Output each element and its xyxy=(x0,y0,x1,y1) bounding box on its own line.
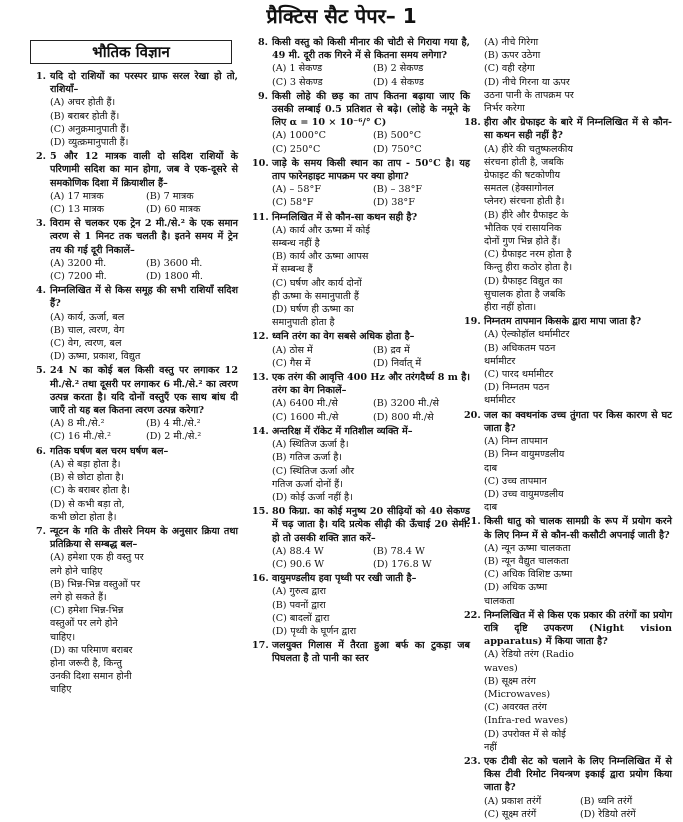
option-row xyxy=(484,568,672,581)
answer-option: (B) 2 सेकण्ड xyxy=(373,63,424,75)
question-number: 11. xyxy=(252,211,269,223)
question-head xyxy=(464,315,672,328)
option-row xyxy=(50,644,238,697)
question-head xyxy=(252,639,470,665)
question xyxy=(252,425,470,504)
answer-option: (B) न्यून वैद्युत चालकता xyxy=(484,555,569,567)
option-row xyxy=(50,136,238,149)
answer-option: (B) सूक्ष्म तरंग (Microwaves) xyxy=(484,675,551,700)
question-head xyxy=(30,150,238,190)
option-row xyxy=(484,36,672,49)
question-text: निम्नलिखित में से किस एक प्रकार की तरंगों का प्रयोग रात्रि दृष्टि उपकरण (Night vision apparatus) में किया जाता है? xyxy=(484,609,672,648)
answer-option: (B) चाल, त्वरण, वेग xyxy=(50,324,125,336)
option-row xyxy=(50,324,238,337)
option-list xyxy=(484,648,672,754)
question-text: किसी वस्तु को किसी मीनार की चोटी से गिराया गया है, 49 मी. दूरी तक गिरने में से कितना समय लगेगा? xyxy=(272,37,470,62)
question-number: 2. xyxy=(35,151,46,163)
question-head xyxy=(464,116,672,142)
answer-option: (D) उच्च वायुमण्डलीय दाब xyxy=(484,488,564,514)
question-text: यदि दो राशियों का परस्पर ग्राफ सरल रेखा हो तो, राशियाँ– xyxy=(50,71,238,96)
answer-option: (C) 250°C xyxy=(272,143,321,155)
answer-option: (B) 78.4 W xyxy=(373,545,425,557)
answer-option: (B) गतिज ऊर्जा है। xyxy=(272,452,343,464)
option-row xyxy=(50,578,238,604)
answer-option: (C) सूक्ष्म तरंगें xyxy=(484,808,537,820)
answer-option: (B) 4 मी./से.² xyxy=(146,418,201,430)
option-row xyxy=(50,110,238,123)
question xyxy=(464,36,672,115)
question xyxy=(464,609,672,754)
option-row xyxy=(50,551,238,577)
column-1 xyxy=(30,36,238,698)
option-list xyxy=(484,542,672,608)
question xyxy=(252,157,470,210)
question-number: 3. xyxy=(35,218,46,230)
option-row xyxy=(484,488,672,514)
answer-option: (B) पवनों द्वारा xyxy=(272,599,326,611)
answer-option: (A) कार्य और ऊष्मा में कोई सम्बन्ध नहीं है xyxy=(272,224,370,250)
answer-option: (A) 17 मात्रक xyxy=(50,190,104,202)
question-text: अन्तरिक्ष में रॉकेट में गतिशील व्यक्ति में– xyxy=(272,425,413,437)
option-list xyxy=(484,143,672,315)
option-row xyxy=(272,625,470,638)
option-list xyxy=(272,129,470,155)
answer-option: (C) 90.6 W xyxy=(272,558,325,570)
question-text: 5 और 12 मात्रक वाली दो सदिश राशियों के परिणामी सदिश का मान होगा, जब वे एक-दूसरे से समकोणिक दिशा में क्रियाशील हैं– xyxy=(50,151,238,189)
option-row xyxy=(272,411,470,424)
question-text: हीरा और ग्रेफाइट के बारे में निम्नलिखित में से कौन-सा कथन सही नहीं है? xyxy=(484,117,672,142)
option-list xyxy=(272,545,470,571)
question-list xyxy=(464,36,672,821)
column-3 xyxy=(464,36,672,822)
option-row xyxy=(272,129,470,142)
answer-option: (A) 6400 मी./से xyxy=(272,398,338,410)
question xyxy=(30,70,238,149)
question-text: जल का क्वथनांक उच्च तुंगता पर किस कारण से घट जाता है? xyxy=(484,409,672,434)
option-row xyxy=(484,808,672,821)
answer-option: (C) 3 सेकण्ड xyxy=(272,76,323,88)
answer-option: (A) 8 मी./से.² xyxy=(50,418,105,430)
question-head xyxy=(252,90,470,130)
question xyxy=(464,315,672,407)
answer-option: (A) रेडियो तरंग (Radio waves) xyxy=(484,649,574,674)
question-head xyxy=(30,217,238,257)
option-list xyxy=(484,795,672,821)
option-list xyxy=(50,257,238,283)
option-row xyxy=(484,209,672,249)
option-row xyxy=(50,498,238,524)
question-number: 9. xyxy=(257,90,268,102)
answer-option: (C) अवरक्त तरंग (Infra-red waves) xyxy=(484,702,568,727)
option-row xyxy=(484,542,672,555)
answer-option: (B) द्रव में xyxy=(373,344,410,356)
option-row xyxy=(272,76,470,89)
question-head xyxy=(464,755,672,795)
option-row xyxy=(484,581,672,607)
page-title: प्रैक्टिस सैट पेपर– 1 xyxy=(266,4,417,28)
option-row xyxy=(50,190,238,203)
option-row xyxy=(484,342,672,368)
answer-option: (B) हीरे और ग्रैफाइट के भौतिक एवं रासायनिक दोनों गुण भिन्न होते हैं। xyxy=(484,209,569,248)
option-row xyxy=(272,224,470,250)
question-text: जाड़े के समय किसी स्थान का ताप - 50°C है। यह ताप फारेनहाइट मापक्रम पर क्या होगा? xyxy=(272,157,470,183)
option-row xyxy=(484,675,672,701)
question-number: 6. xyxy=(35,445,46,457)
option-row xyxy=(484,795,672,808)
question-number: 22. xyxy=(464,609,481,621)
question-number: 10. xyxy=(252,157,269,169)
option-row xyxy=(272,183,470,196)
question-head xyxy=(30,525,238,551)
question xyxy=(30,284,238,363)
answer-option: (D) 800 मी./से xyxy=(373,411,434,423)
option-row xyxy=(50,430,238,443)
answer-option: (D) 60 मात्रक xyxy=(146,204,201,216)
option-list xyxy=(50,190,238,216)
question-head xyxy=(252,36,470,62)
option-row xyxy=(272,465,470,491)
answer-option: (A) से बड़ा होता है। xyxy=(50,458,121,470)
answer-option: (B) कार्य और ऊष्मा आपस में सम्बन्ध हैं xyxy=(272,251,369,276)
answer-option: (B) से छोटा होता है। xyxy=(50,472,125,484)
answer-option: (B) बराबर होती हैं। xyxy=(50,110,120,122)
option-row xyxy=(272,599,470,612)
question-head xyxy=(464,515,672,541)
answer-option: (B) ध्वनि तरंगें xyxy=(580,795,633,807)
question-text: ध्वनि तरंग का वेग सबसे अधिक होता है– xyxy=(272,331,415,343)
question-head xyxy=(30,445,238,458)
answer-option: (B) अधिकतम पठन थर्मामीटर xyxy=(484,342,556,367)
answer-option: (A) ऐल्कोहॉल थर्मामीटर xyxy=(484,329,570,341)
answer-option: (C) 16 मी./से.² xyxy=(50,431,112,443)
answer-option: (C) 1600 मी./से xyxy=(272,411,339,423)
option-list xyxy=(272,183,470,209)
option-list xyxy=(484,36,672,115)
option-row xyxy=(272,438,470,451)
answer-option: (C) घर्षण और कार्य दोनों ही ऊष्मा के समानुपाती हैं xyxy=(272,277,362,302)
option-row xyxy=(484,475,672,488)
question-text: 24 N का कोई बल किसी वस्तु पर लगाकर 12 मी./से.² तथा दूसरी पर लगाकर 6 मी./से.² का त्वरण उत्पन्न करता है। यदि दोनों वस्तुएँ एक साथ बांध दी जाएँ तो यह बल कितना त्वरण उत्पन्न करेगा? xyxy=(50,365,238,417)
question-number: 21. xyxy=(464,516,481,528)
option-row xyxy=(272,196,470,209)
option-row xyxy=(484,328,672,341)
question-number: 14. xyxy=(252,425,269,437)
question-head xyxy=(30,364,238,417)
question-text: निम्नलिखित में से किस समूह की सभी राशियाँ सदिश हैं? xyxy=(50,285,238,310)
option-row xyxy=(272,344,470,357)
question xyxy=(252,36,470,89)
option-row xyxy=(50,311,238,324)
answer-option: (D) पृथ्वी के घूर्णन द्वारा xyxy=(272,625,357,637)
answer-option: (C) बादलों द्वारा xyxy=(272,612,330,624)
question-head xyxy=(252,505,470,545)
question xyxy=(252,211,470,330)
option-row xyxy=(484,648,672,674)
answer-option: (D) ग्रैफाइट विद्युत का सुचालक होता है जबकि हीरा नहीं होता। xyxy=(484,275,566,314)
question-text: गतिक घर्षण बल चरम घर्षण बल– xyxy=(50,445,169,457)
question-text: किसी धातु को चालक सामग्री के रूप में प्रयोग करने के लिए निम्न में से कौन-सी कसौटी अपनाई जाती है? xyxy=(484,516,672,541)
option-row xyxy=(50,484,238,497)
question xyxy=(30,525,238,697)
answer-option: (B) 3600 मी. xyxy=(146,257,203,269)
answer-option: (A) 88.4 W xyxy=(272,545,324,557)
question-text: 80 किग्रा. का कोई मनुष्य 20 सीढ़ियों को 40 सेकण्ड में चढ़ जाता है। यदि प्रत्येक सीढ़ी की ऊँचाई 20 सेमी. हो तो उसकी शक्ति ज्ञात करें– xyxy=(272,506,470,544)
option-row xyxy=(50,604,238,644)
option-row xyxy=(484,368,672,381)
answer-option: (D) घर्षण ही ऊष्मा का समानुपाती होता है xyxy=(272,304,354,329)
answer-option: (C) हमेशा भिन्न-भिन्न वस्तुओं पर लगे होने चाहिए। xyxy=(50,605,124,643)
question-number: 5. xyxy=(35,365,46,377)
answer-option: (D) 750°C xyxy=(373,143,422,155)
answer-option: (A) 1 सेकण्ड xyxy=(272,63,323,75)
answer-option: (C) वही रहेगा xyxy=(484,63,535,75)
answer-option: (C) गैस में xyxy=(272,357,311,369)
answer-option: (C) अधिक विशिष्ट ऊष्मा xyxy=(484,569,573,581)
question xyxy=(252,505,470,571)
option-list xyxy=(484,435,672,514)
answer-option: (A) स्थितिज ऊर्जा है। xyxy=(272,439,349,451)
question-number: 13. xyxy=(252,372,269,384)
answer-option: (B) 3200 मी./से xyxy=(373,398,440,410)
answer-option: (C) उच्च तापमान xyxy=(484,475,547,487)
question-number: 23. xyxy=(464,755,481,767)
option-row xyxy=(50,471,238,484)
option-row xyxy=(50,123,238,136)
question xyxy=(252,90,470,156)
answer-option: (A) हमेशा एक ही वस्तु पर लगे होने चाहिए xyxy=(50,552,144,577)
question-text: वायुमण्डलीय हवा पृथ्वी पर रखी जाती है– xyxy=(272,573,417,585)
question xyxy=(30,217,238,283)
option-row xyxy=(272,545,470,558)
answer-option: (C) पारद थर्मामीटर xyxy=(484,369,554,381)
option-row xyxy=(272,277,470,303)
answer-option: (D) निम्नतम पठन थर्मामीटर xyxy=(484,382,550,407)
option-list xyxy=(272,438,470,504)
question-head xyxy=(464,409,672,435)
option-row xyxy=(50,458,238,471)
question-head xyxy=(252,330,470,343)
answer-option: (A) नीचे गिरेगा xyxy=(484,37,539,48)
answer-option: (D) का परिमाण बराबर होना जरूरी है, किन्तु उनकी दिशा समान होनी चाहिए xyxy=(50,644,133,696)
question xyxy=(30,445,238,524)
option-row xyxy=(50,96,238,109)
question-head xyxy=(252,572,470,585)
question xyxy=(464,515,672,607)
question-head xyxy=(252,371,470,397)
question xyxy=(464,755,672,821)
answer-option: (D) व्युत्क्रमानुपाती हैं। xyxy=(50,137,129,149)
answer-option: (C) अनुक्रमानुपाती हैं। xyxy=(50,123,130,135)
option-row xyxy=(272,62,470,75)
question xyxy=(464,409,672,515)
option-row xyxy=(484,381,672,407)
answer-option: (D) निर्वात् में xyxy=(373,357,422,369)
option-list xyxy=(272,397,470,423)
answer-option: (A) हीरे की चतुष्फलकीय संरचना होती है, जबकि ग्रेफाइट की षटकोणीय समतल (हेक्सागोनल प्लेनर) संरचना होती है। xyxy=(484,143,573,208)
answer-option: (D) से कभी बड़ा तो, कभी छोटा होता है। xyxy=(50,498,125,523)
option-list xyxy=(272,224,470,330)
question xyxy=(464,116,672,314)
question-number: 4. xyxy=(35,285,46,297)
answer-option: (B) ऊपर उठेगा xyxy=(484,50,541,62)
answer-option: (A) ठोस में xyxy=(272,344,313,356)
answer-option: (A) प्रकाश तरंगें xyxy=(484,795,542,807)
option-row xyxy=(272,303,470,329)
question xyxy=(252,639,470,665)
answer-option: (A) गुरुत्व द्वारा xyxy=(272,586,326,598)
option-list xyxy=(484,328,672,407)
option-row xyxy=(484,143,672,209)
question-text: निम्नतम तापमान किसके द्वारा मापा जाता है? xyxy=(484,316,642,328)
answer-option: (D) 1800 मी. xyxy=(146,271,203,283)
answer-option: (D) उपरोक्त में से कोई नहीं xyxy=(484,728,566,753)
answer-option: (D) कोई ऊर्जा नहीं है। xyxy=(272,491,353,503)
option-row xyxy=(272,357,470,370)
option-list xyxy=(272,585,470,638)
option-row xyxy=(50,270,238,283)
option-list xyxy=(272,62,470,88)
question-head xyxy=(30,70,238,96)
answer-option: (C) वेग, त्वरण, बल xyxy=(50,338,122,350)
option-row xyxy=(272,491,470,504)
option-row xyxy=(484,275,672,315)
option-row xyxy=(484,448,672,474)
answer-option: (B) – 38°F xyxy=(373,184,423,196)
answer-option: (B) 500°C xyxy=(373,130,422,142)
question xyxy=(30,364,238,443)
question-number: 19. xyxy=(464,316,481,328)
option-list xyxy=(50,417,238,443)
question-text: एक टीवी सेट को चलाने के लिए निम्नलिखित में से किस टीवी रिमोट नियन्त्रण इकाई द्वारा प्रयोग किया जाता है? xyxy=(484,755,672,794)
question-head xyxy=(464,609,672,649)
answer-option: (D) रेडियो तरंगें xyxy=(580,808,636,820)
question-head xyxy=(252,157,470,183)
option-row xyxy=(50,350,238,363)
option-row xyxy=(484,728,672,754)
answer-option: (D) 176.8 W xyxy=(373,558,432,570)
answer-option: (D) नीचे गिरना या ऊपर उठना पानी के तापक्रम पर निर्भर करेगा xyxy=(484,76,574,115)
question-text: निम्नलिखित में से कौन-सा कथन सही है? xyxy=(272,211,418,223)
option-row xyxy=(272,397,470,410)
option-list xyxy=(50,311,238,364)
question-number: 7. xyxy=(35,525,46,537)
answer-option: (D) ऊष्मा, प्रकाश, विद्युत xyxy=(50,351,141,363)
question-number: 12. xyxy=(252,331,269,343)
answer-option: (A) अचर होती हैं। xyxy=(50,97,116,109)
answer-option: (A) निम्न तापमान xyxy=(484,436,548,448)
option-row xyxy=(272,250,470,276)
option-list xyxy=(50,551,238,696)
question-number: 1. xyxy=(35,71,46,82)
option-row xyxy=(50,417,238,430)
answer-option: (B) निम्न वायुमण्डलीय दाब xyxy=(484,449,565,474)
answer-option: (D) 38°F xyxy=(373,197,415,209)
option-row xyxy=(50,257,238,270)
question-number: 20. xyxy=(464,409,481,421)
question-text: न्यूटन के गति के तीसरे नियम के अनुसार क्रिया तथा प्रतिक्रिया से सम्बद्ध बल– xyxy=(50,525,238,551)
answer-option: (C) के बराबर होता है। xyxy=(50,485,130,497)
answer-option: (D) 2 मी./से.² xyxy=(146,431,202,443)
answer-option: (B) भिन्न-भिन्न वस्तुओं पर लगे हो सकते हैं। xyxy=(50,578,141,603)
question xyxy=(30,150,238,216)
answer-option: (A) – 58°F xyxy=(272,184,321,196)
question-text: जलयुक्त गिलास में तैरता हुआ बर्फ का टुकड़ा जब पिघलता है तो पानी का स्तर xyxy=(272,640,470,665)
option-list xyxy=(50,458,238,524)
answer-option: (C) 58°F xyxy=(272,197,314,209)
option-row xyxy=(484,49,672,62)
answer-option: (B) 7 मात्रक xyxy=(146,190,194,202)
question-text: विराम से चलकर एक ट्रेन 2 मी./से.² के एक समान त्वरण से 1 मिनट तक चलती है। इतने समय में ट्रेन तय की गई दूरी निकालें– xyxy=(50,218,238,256)
question-number: 15. xyxy=(252,506,269,518)
question-head xyxy=(30,284,238,310)
answer-option: (D) अधिक ऊष्मा चालकता xyxy=(484,582,548,607)
option-row xyxy=(272,451,470,464)
answer-option: (A) न्यून ऊष्मा चालकता xyxy=(484,542,571,554)
option-row xyxy=(50,203,238,216)
option-list xyxy=(272,344,470,370)
question-list xyxy=(252,36,470,666)
question-list xyxy=(30,70,238,697)
column-2 xyxy=(252,36,470,667)
question-text: किसी लोहे की छड़ का ताप कितना बढ़ाया जाए कि उसकी लम्बाई 0.5 प्रतिशत से बढ़े। (लोहे के नमूने के लिए α = 10 × 10⁻⁶/° C) xyxy=(272,90,470,129)
answer-option: (C) 13 मात्रक xyxy=(50,204,105,216)
answer-option: (C) स्थितिज ऊर्जा और गतिज ऊर्जा दोनों हैं। xyxy=(272,465,355,490)
answer-option: (A) 3200 मी. xyxy=(50,257,107,269)
answer-option: (C) 7200 मी. xyxy=(50,271,107,283)
option-row xyxy=(272,558,470,571)
option-row xyxy=(484,76,672,116)
question-head xyxy=(252,425,470,438)
option-row xyxy=(484,248,672,274)
option-row xyxy=(272,585,470,598)
answer-option: (D) 4 सेकण्ड xyxy=(373,76,424,88)
option-row xyxy=(484,62,672,75)
question xyxy=(252,371,470,424)
question xyxy=(252,572,470,638)
answer-option: (A) 1000°C xyxy=(272,130,327,142)
option-row xyxy=(272,143,470,156)
question-number: 16. xyxy=(252,573,269,585)
section-heading: भौतिक विज्ञान xyxy=(30,40,232,64)
option-row xyxy=(484,435,672,448)
question-number: 8. xyxy=(257,37,268,48)
question-text: एक तरंग की आवृत्ति 400 Hz और तरंगदैर्ध्य 8 m है। तरंग का वेग निकालें– xyxy=(272,372,470,397)
question-number: 18. xyxy=(464,117,481,129)
option-row xyxy=(272,612,470,625)
question-number: 17. xyxy=(252,640,269,652)
answer-option: (A) कार्य, ऊर्जा, बल xyxy=(50,311,125,323)
option-row xyxy=(484,701,672,727)
option-list xyxy=(50,96,238,149)
answer-option: (C) ग्रैफाइट नरम होता है किन्तु हीरा कठोर होता है। xyxy=(484,249,573,274)
option-row xyxy=(50,337,238,350)
question-head xyxy=(252,211,470,224)
question xyxy=(252,330,470,370)
option-row xyxy=(484,555,672,568)
